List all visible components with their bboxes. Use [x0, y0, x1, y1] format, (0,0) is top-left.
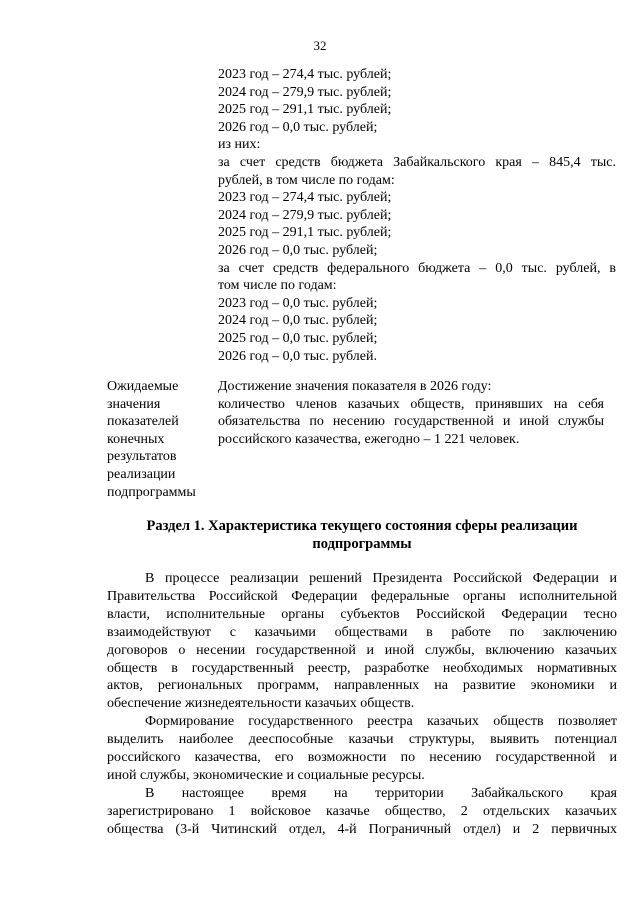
paragraph-line: иной службы, экономические и социальные ресурсы.	[107, 767, 425, 783]
finance-line: 2024 год – 0,0 тыс. рублей;	[218, 313, 378, 329]
label-line: конечных	[107, 431, 165, 447]
paragraph-line: зарегистрировано 1 войсковое казачье общество, 2 отдельских казачьих	[107, 803, 617, 819]
paragraph-line: Формирование государственного реестра казачьих обществ позволяет	[145, 714, 617, 730]
paragraph-line: власти, исполнительные органы субъектов Российской Федерации тесно	[107, 606, 617, 622]
finance-line: рублей, в том числе по годам:	[218, 172, 395, 188]
paragraph-line: российского казачества, его возможности по несению государственной и	[107, 750, 617, 766]
paragraph-line: обществ в государственный реестр, разработке необходимых нормативных	[107, 660, 617, 676]
finance-line: 2023 год – 274,4 тыс. рублей;	[218, 190, 392, 206]
paragraph-line: обеспечение жизнедеятельности казачьих обществ.	[107, 696, 415, 712]
expected-results-value	[218, 378, 604, 448]
label-line: Ожидаемые	[107, 379, 179, 394]
finance-line: 2026 год – 0,0 тыс. рублей.	[218, 348, 377, 364]
finance-line: том числе по годам:	[218, 278, 337, 294]
paragraph-line: В настоящее время на территории Забайкальского края	[145, 785, 617, 801]
label-line: подпрограммы	[107, 484, 196, 500]
finance-line: 2024 год – 279,9 тыс. рублей;	[218, 207, 392, 223]
paragraph-line: Правительства Российской Федерации федеральные органы исполнительной	[107, 588, 617, 604]
paragraph-line: договоров о несении государственной и иной службы, включению казачьих	[107, 642, 617, 658]
body-text	[107, 570, 617, 839]
finance-line: из них:	[218, 137, 261, 153]
finance-line: 2026 год – 0,0 тыс. рублей;	[218, 242, 378, 258]
value-line: обязательства по несению государственной и иной службы	[218, 414, 604, 430]
finance-line: 2023 год – 274,4 тыс. рублей;	[218, 67, 392, 82]
label-line: значения	[107, 396, 161, 412]
value-line: количество членов казачьих обществ, принявших на себя	[218, 396, 604, 412]
label-line: показателей	[107, 414, 179, 430]
finance-line: 2025 год – 291,1 тыс. рублей;	[218, 102, 392, 118]
finance-line: 2025 год – 291,1 тыс. рублей;	[218, 225, 392, 241]
section-heading-line: Раздел 1. Характеристика текущего состояния сферы реализации	[146, 518, 578, 534]
finance-line: за счет средств бюджета Забайкальского края – 845,4 тыс.	[218, 154, 616, 170]
finance-line: за счет средств федерального бюджета – 0,0 тыс. рублей, в	[218, 260, 616, 276]
value-line: российского казачества, ежегодно – 1 221 человек.	[218, 431, 520, 447]
paragraph-line: взаимодействуют с казачьими обществами в работе по заключению	[107, 624, 617, 640]
section-heading-line: подпрограммы	[312, 535, 412, 552]
finance-line: 2025 год – 0,0 тыс. рублей;	[218, 330, 378, 346]
label-line: результатов	[107, 449, 177, 465]
expected-results-label	[107, 378, 207, 501]
paragraph-line: В процессе реализации решений Президента Российской Федерации и	[145, 571, 617, 586]
page-number: 32	[313, 38, 327, 53]
section-heading	[107, 518, 617, 553]
finance-line: 2026 год – 0,0 тыс. рублей;	[218, 119, 378, 135]
paragraph-line: актов, региональных программ, направленных на развитие экономики и	[107, 678, 617, 694]
label-line: реализации	[107, 466, 176, 482]
paragraph-line: общества (3-й Читинский отдел, 4-й Пограничный отдел) и 2 первичных	[107, 821, 617, 837]
paragraph-line: выделить наиболее дееспособные казачьи структуры, выявить потенциал	[107, 732, 617, 748]
finance-breakdown	[218, 66, 616, 365]
value-line: Достижение значения показателя в 2026 году:	[218, 379, 492, 394]
finance-line: 2023 год – 0,0 тыс. рублей;	[218, 295, 378, 311]
finance-line: 2024 год – 279,9 тыс. рублей;	[218, 84, 392, 100]
